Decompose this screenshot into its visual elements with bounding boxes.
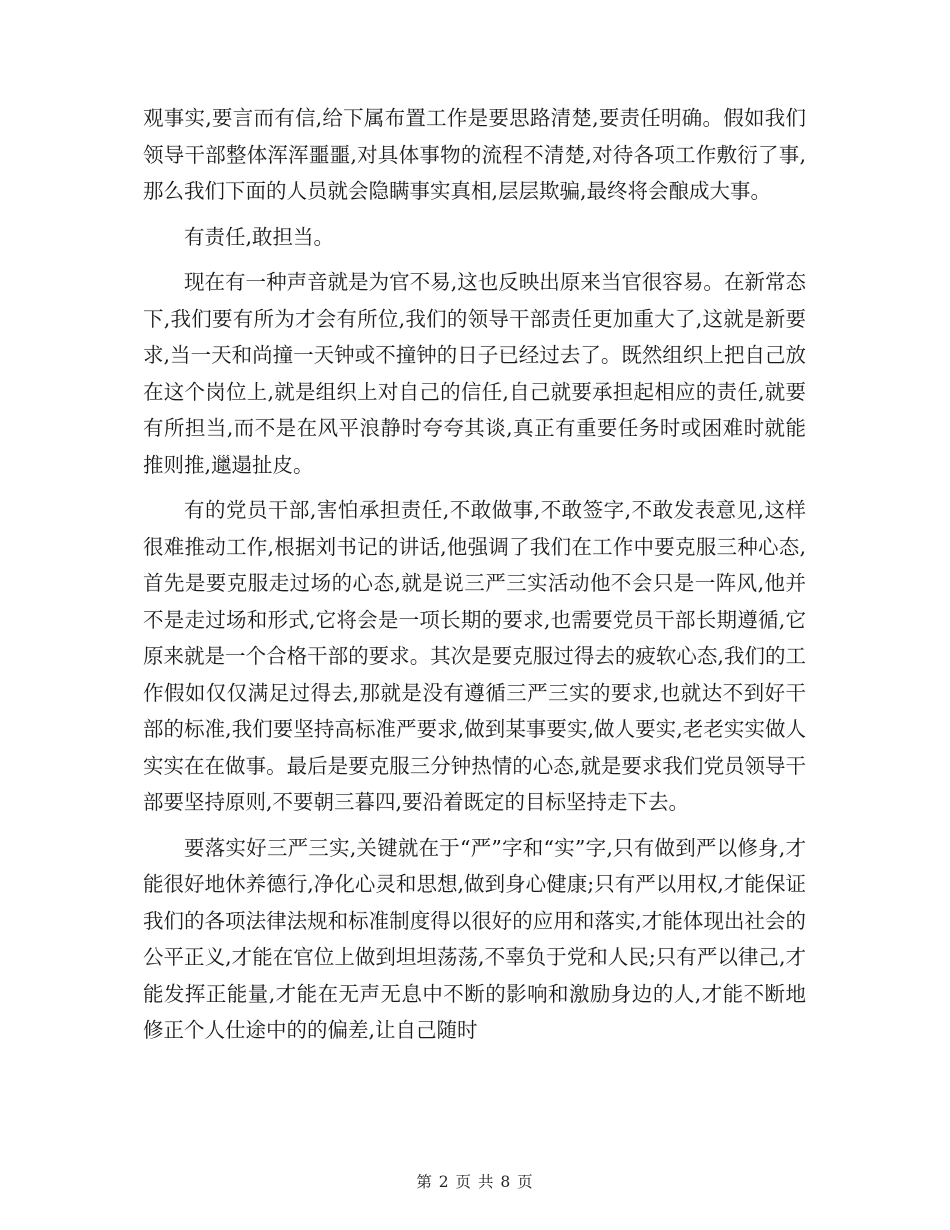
page-number-footer: 第 2 页 共 8 页: [416, 1173, 534, 1191]
paragraph-continuation: 观事实,要言而有信,给下属布置工作是要思路清楚,要责任明确。假如我们领导干部整体浑浑噩噩,对具体事物的流程不清楚,对待各项工作敷衍了事,那么我们下面的人员就会隐瞒事实真相,层层欺骗,最终将会酿成大事。: [143, 106, 806, 203]
paragraph-three-stricts: 要落实好三严三实,关键就在于“严”字和“实”字,只有做到严以修身,才能很好地休养德行,净化心灵和思想,做到身心健康;只有严以用权,才能保证我们的各项法律法规和标准制度得以很好的应用和落实,才能体现出社会的公平正义,才能在官位上做到坦坦荡荡,不辜负于党和人民;只有严以律己,才能发挥正能量,才能在无声无息中不断的影响和激励身边的人,才能不断地修正个人仕途中的的偏差,让自己随时: [143, 835, 806, 1042]
paragraph-heading-responsibility: 有责任,敢担当。: [184, 224, 335, 249]
paragraph-three-mindsets: 有的党员干部,害怕承担责任,不敢做事,不敢签字,不敢发表意见,这样很难推动工作,根据刘书记的讲话,他强调了我们在工作中要克服三种心态,首先是要克服走过场的心态,就是说三严三实活动他不会只是一阵风,他并不是走过场和形式,它将会是一项长期的要求,也需要党员干部长期遵循,它原来就是一个合格干部的要求。其次是要克服过得去的疲软心态,我们的工作假如仅仅满足过得去,那就是没有遵循三严三实的要求,也就达不到好干部的标准,我们要坚持高标准严要求,做到某事要实,做人要实,老老实实做人实实在在做事。最后是要克服三分钟热情的心态,就是要求我们党员领导干部要坚持原则,不要朝三暮四,要沿着既定的目标坚持走下去。: [143, 498, 806, 814]
paragraph-new-normal: 现在有一种声音就是为官不易,这也反映出原来当官很容易。在新常态下,我们要有所为才会有所位,我们的领导干部责任更加重大了,这就是新要求,当一天和尚撞一天钟或不撞钟的日子已经过去了。既然组织上把自己放在这个岗位上,就是组织上对自己的信任,自己就要承担起相应的责任,就要有所担当,而不是在风平浪静时夸夸其谈,真正有重要任务时或困难时就能推则推,邋遢扯皮。: [143, 270, 806, 477]
document-body: [143, 100, 806, 1049]
